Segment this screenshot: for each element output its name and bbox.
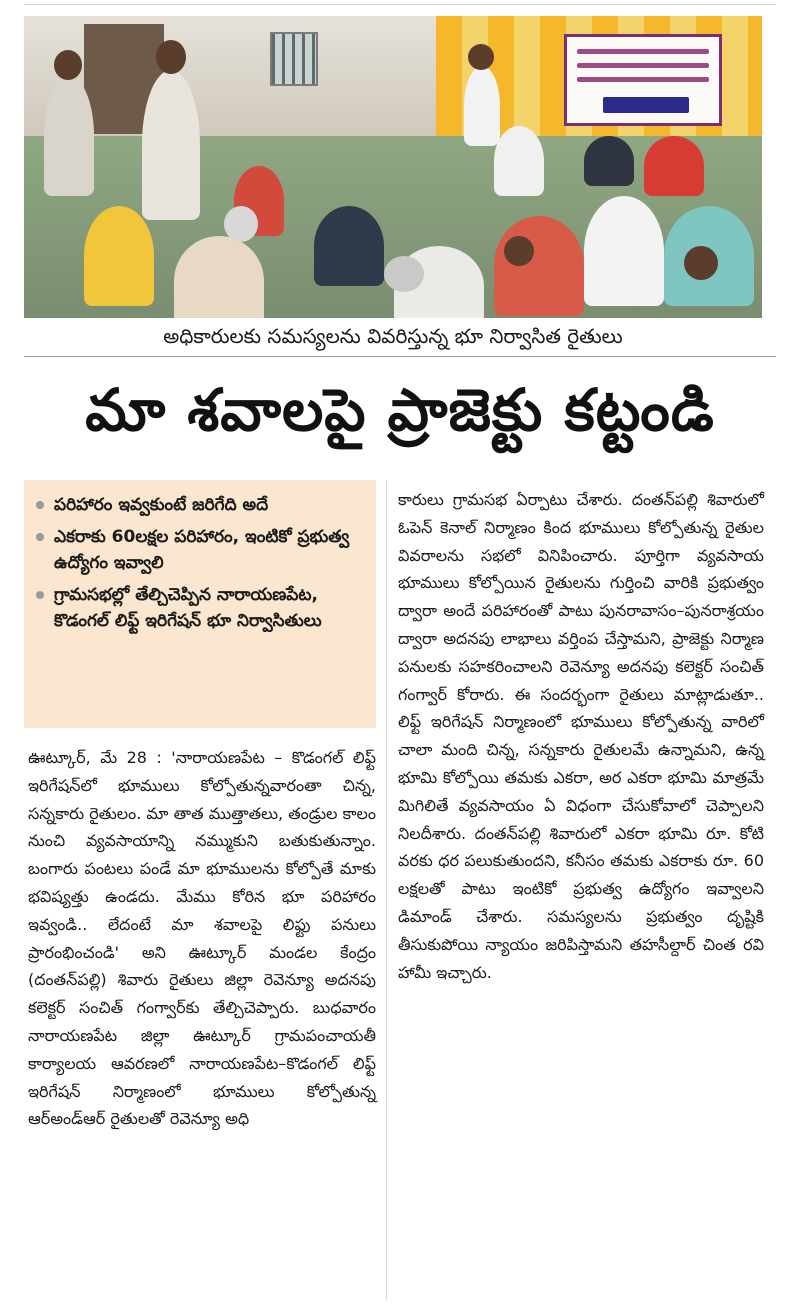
- seated-person: [494, 126, 544, 196]
- seated-person: [314, 206, 384, 286]
- bullet-icon: [36, 591, 44, 599]
- banner-text-line: [577, 77, 709, 82]
- person-head: [384, 256, 424, 292]
- person-head: [684, 246, 718, 280]
- person-head: [54, 50, 82, 80]
- highlight-text: గ్రామసభల్లో తేల్చిచెప్పిన నారాయణపేట, కొడంగల్ లిఫ్ట్ ఇరిగేషన్ భూ నిర్వాసితులు: [54, 585, 322, 631]
- headline: మా శవాలపై ప్రాజెక్టు కట్టండి: [85, 376, 715, 444]
- highlight-item: [36, 492, 366, 518]
- seated-person: [584, 196, 664, 306]
- standing-person: [142, 70, 200, 220]
- highlight-item: [36, 524, 366, 576]
- seated-person: [644, 136, 704, 196]
- seated-person: [174, 236, 264, 318]
- article-right-column: కారులు గ్రామసభ ఏర్పాటు చేశారు. దంతన్‌పల్లి శివారులో ఓపెన్ కెనాల్ నిర్మాణం కింద భూములు కోల్పోతున్న రైతుల వివరాలను సభలో వినిపించారు. పూర్తిగా వ్యవసాయ భూములు కోల్పోయిన రైతులను గుర్తించి వారికి ప్రభుత్వం ద్వారా అందే పరిహారంతో పాటు పునరావాసం–పునరాశ్రయం ద్వారా అదనపు లాభాలు వర్తింప చేస్తామని, ప్రాజెక్టు నిర్మాణ పనులకు సహకరించాలని రెవెన్యూ అదనపు కలెక్టర్ సంచిత్ గంగ్వార్ కోరారు. ఈ సందర్భంగా రైతులు మాట్లాడుతూ.. లిఫ్ట్ ఇరిగేషన్ నిర్మాణంలో భూములు కోల్పోతున్న వారిలో చాలా మంది చిన్న, సన్నకారు రైతులమే ఉన్నామని, ఉన్న భూమి కోల్పోయి తమకు ఎకరా, అర ఎకరా భూమి మాత్రమే మిగిలితే వ్యవసాయం ఏ విధంగా చేసుకోవాలో చెప్పాలని నిలదీశారు. దంతన్‌పల్లి శివారులో ఎకరా భూమి రూ. కోటి వరకు ధర పలుకుతుందని, కనీసం తమకు ఎకరాకు రూ. 60 లక్షలతో పాటు ఇంటికో ప్రభుత్వ ఉద్యోగం ఇవ్వాలని డిమాండ్ చేశారు. సమస్యలను ప్రభుత్వం దృష్టికి తీసుకుపోయి న్యాయం జరిపిస్తామని తహసీల్దార్ చింత రవి హామీ ఇచ్చారు.: [398, 490, 764, 982]
- bullet-icon: [36, 501, 44, 509]
- caption-rule: [24, 356, 776, 357]
- article-left-column: ఊట్కూర్, మే 28 : 'నారాయణపేట – కొడంగల్ లిఫ్ట్ ఇరిగేషన్‌లో భూములు కోల్పోతున్నవారంతా చిన్న, సన్నకారు రైతులం. మా తాత ముత్తాతలు, తండ్రుల కాలం నుంచి వ్యవసాయాన్ని నమ్ముకుని బతుకుతున్నాం. బంగారు పంటలు పండే మా భూములను కోల్పోతే మాకు భవిష్యత్తు ఉండదు. మేము కోరిన భూ పరిహారం ఇవ్వండి.. లేదంటే మా శవాలపై లిఫ్టు పనులు ప్రారంభించండి' అని ఊట్కూర్ మండల కేంద్రం (దంతన్‌పల్లి) శివారు రైతులు జిల్లా రెవెన్యూ అదనపు కలెక్టర్ సంచిత్ గంగ్వార్‌కు తేల్చిచెప్పారు. బుధవారం నారాయణపేట జిల్లా ఊట్కూర్ గ్రామపంచాయతీ కార్యాలయ ఆవరణలో నారాయణపేట–కొడంగల్ లిఫ్ట్ ఇరిగేషన్ నిర్మాణంలో భూములు కోల్పోతున్న ఆర్‌అండ్‌ఆర్ రైతులతో రెవెన్యూ అధి: [28, 748, 376, 1129]
- photo-banner: [564, 34, 722, 126]
- highlights-box: [24, 480, 376, 728]
- banner-title: [603, 97, 689, 113]
- person-head: [156, 40, 186, 74]
- top-rule: [24, 4, 776, 5]
- standing-person: [464, 66, 500, 146]
- person-head: [468, 44, 494, 70]
- photo-window: [270, 32, 318, 86]
- person-head: [224, 206, 258, 242]
- bullet-icon: [36, 533, 44, 541]
- standing-person: [44, 76, 94, 196]
- seated-person: [494, 216, 584, 316]
- banner-text-line: [577, 63, 709, 68]
- news-photo: [24, 16, 762, 318]
- seated-person: [584, 136, 634, 186]
- highlight-item: [36, 582, 366, 634]
- column-divider: [386, 480, 387, 1300]
- seated-person: [84, 206, 154, 306]
- person-head: [504, 236, 534, 266]
- highlight-text: ఎకరాకు 60లక్షల పరిహారం, ఇంటికో ప్రభుత్వ ఉద్యోగం ఇవ్వాలి: [54, 527, 350, 573]
- highlight-text: పరిహారం ఇవ్వకుంటే జరిగేది అదే: [54, 495, 269, 515]
- photo-caption: అధికారులకు సమస్యలను వివరిస్తున్న భూ నిర్వాసిత రైతులు: [163, 324, 623, 348]
- banner-text-line: [577, 49, 709, 54]
